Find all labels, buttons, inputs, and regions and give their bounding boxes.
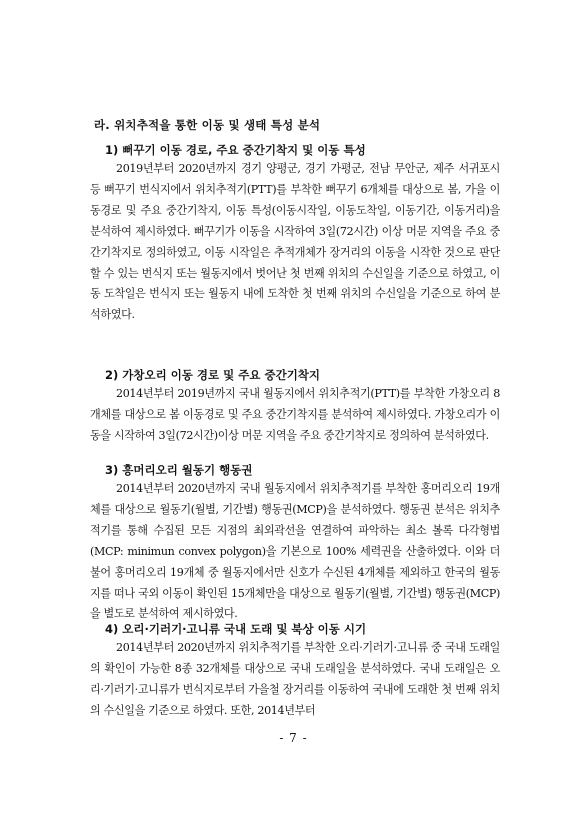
page-number: - 7 - — [279, 731, 308, 745]
subsection-heading-waterfowl: 4) 오리·기러기·고니류 국내 도래 및 북상 이동 시기 — [105, 622, 367, 636]
subsection-heading-cuckoo: 1) 뻐꾸기 이동 경로, 주요 중간기착지 및 이동 특성 — [105, 143, 366, 157]
section-title: 라. 위치추적을 통한 이동 및 생태 특성 분석 — [94, 118, 321, 132]
subsection-body-baikal-teal: 2014년부터 2019년까지 국내 월동지에서 위치추적기(PTT)를 부착한 가창오리 8개체를 대상으로 봄 이동경로 및 주요 중간기착지를 분석하여 제시하였다. 가창오리가 이동을 시작하여 3일(72시간)이상 머문 지역을 주요 중간기착지로 정의하여 분석하였다. — [90, 387, 500, 442]
subsection-heading-wigeon: 3) 흥머리오리 월동기 행동권 — [105, 463, 253, 477]
subsection-body-waterfowl: 2014년부터 2020년까지 위치추적기를 부착한 오리·기러기·고니류 중 국내 도래일의 확인이 가능한 8종 32개체를 대상으로 국내 도래일을 분석하였다. 국내 도래일은 오리·기러기·고니류가 번식지로부터 가을철 장거리를 이동하여 국내에 도래한 첫 번째 위치의 수신일을 기준으로 하였다. 또한, 2014년부터 — [90, 641, 500, 717]
subsection-heading-baikal-teal: 2) 가창오리 이동 경로 및 주요 중간기착지 — [105, 368, 321, 382]
subsection-body-wigeon: 2014년부터 2020년까지 국내 월동지에서 위치추적기를 부착한 홍머리오리 19개체를 대상으로 월동기(월별, 기간별) 행동권(MCP)을 분석하였다. 행동권 분석은 위치추적기를 통해 수집된 모든 지점의 최외곽선을 연결하여 파악하는 최소 볼록 다각형법(MCP: minimun convex polygon)을 기본으로 100% 세력권을 산출하였다. 이와 더불어 홍머리오리 19개체 중 월동지에서만 신호가 수신된 4개체를 제외하고 한국의 월동지를 떠나 국외 이동이 확인된 15개체만을 대상으로 월동기(월별, 기간별) 행동권(MCP)을 별도로 분석하여 제시하였다. — [90, 482, 500, 621]
subsection-body-cuckoo: 2019년부터 2020년까지 경기 양평군, 경기 가평군, 전남 무안군, 제주 서귀포시 등 뻐꾸기 번식지에서 위치추적기(PTT)를 부착한 뻐꾸기 6개체를 대상으로 봄, 가을 이동경로 및 주요 중간기착지, 이동 특성(이동시작일, 이동도착일, 이동기간, 이동거리)을 분석하여 제시하였다. 뻐꾸기가 이동을 시작하여 3일(72시간) 이상 머문 지역을 주요 중간기착지로 정의하였고, 이동 시작일은 추적개체가 장거리의 이동을 시작한 것으로 판단할 수 있는 번식지 또는 월동지에서 벗어난 첫 번째 위치의 수신일을 기준으로 하였고, 이동 도착일은 번식지 또는 월동지 내에 도착한 첫 번째 위치의 수신일을 기준으로 하여 분석하였다. — [90, 162, 500, 322]
